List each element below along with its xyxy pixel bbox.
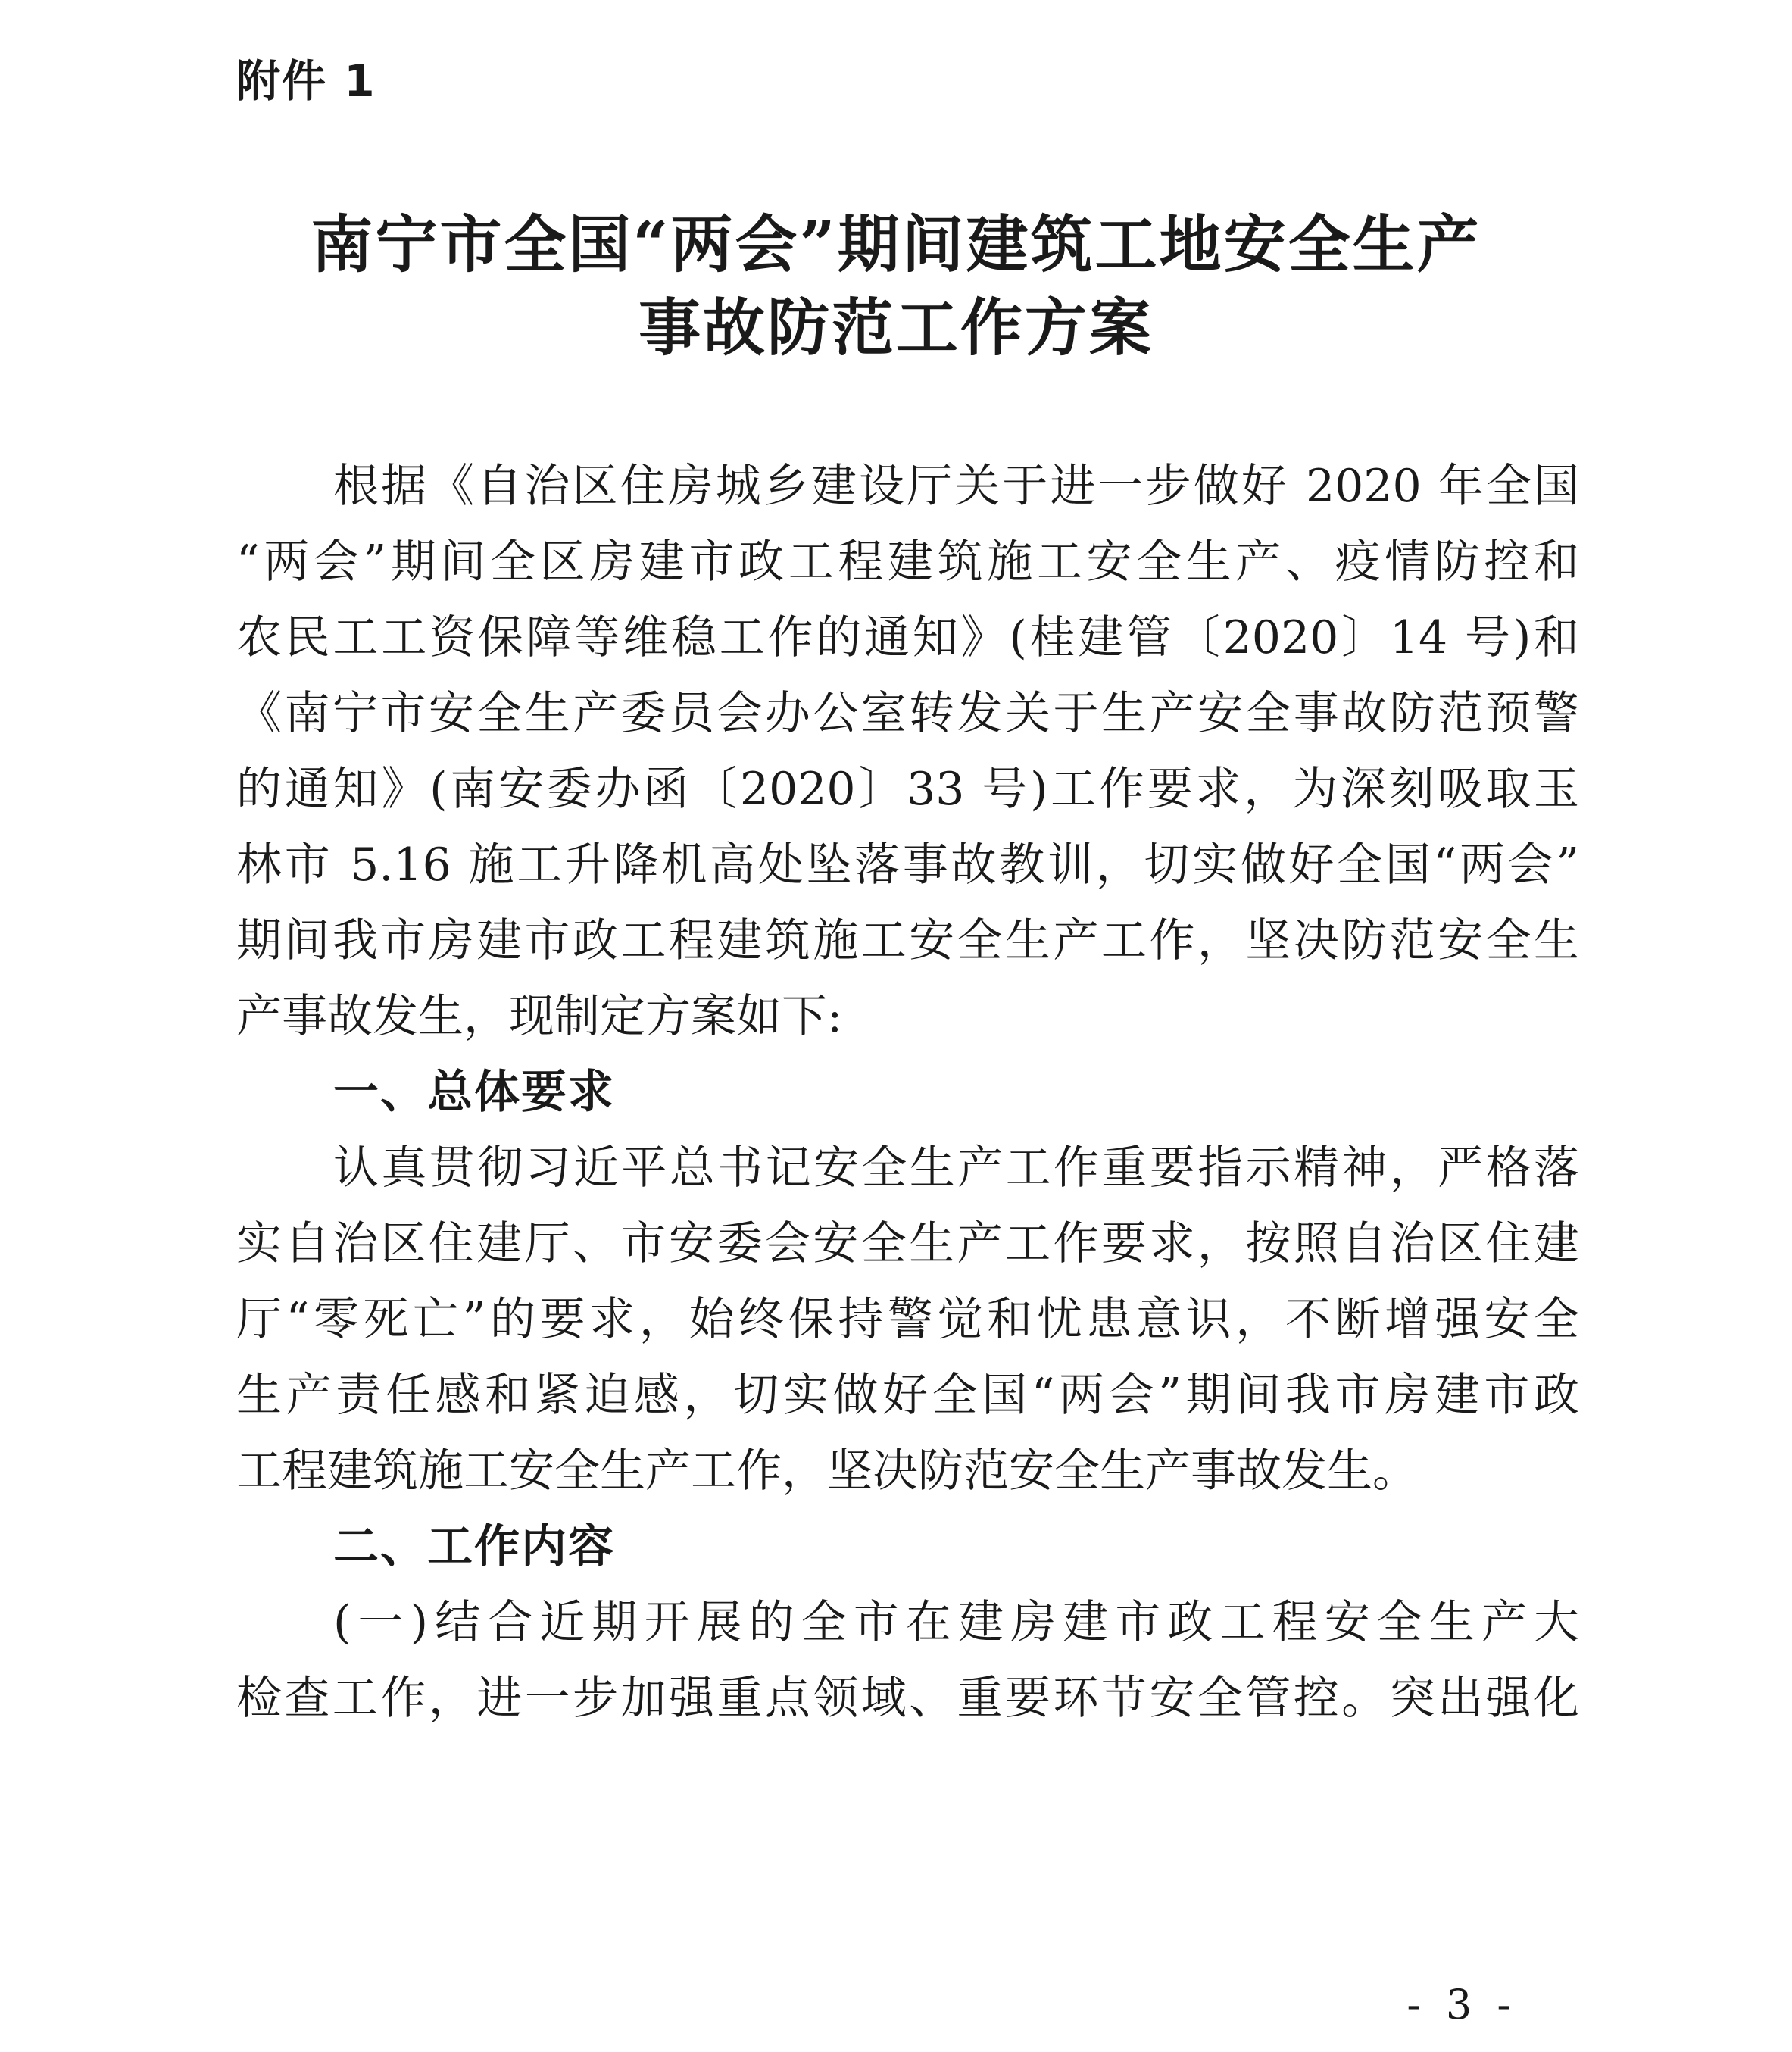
intro-line-5: 的通知》(南安委办函〔2020〕33 号)工作要求，为深刻吸取玉 — [236, 763, 1579, 816]
section-1-heading: 一、总体要求 — [333, 1066, 615, 1119]
section-1-line-1: 认真贯彻习近平总书记安全生产工作重要指示精神，严格落 — [333, 1142, 1579, 1195]
section-2-heading: 二、工作内容 — [333, 1520, 615, 1573]
intro-line-2: “两会”期间全区房建市政工程建筑施工安全生产、疫情防控和 — [236, 536, 1579, 589]
document-title-line-2: 事故防范工作方案 — [638, 292, 1154, 364]
section-2-line-1: (一)结合近期开展的全市在建房建市政工程安全生产大 — [333, 1596, 1579, 1649]
intro-line-1: 根据《自治区住房城乡建设厅关于进一步做好 2020 年全国 — [333, 460, 1579, 513]
section-2-line-2: 检查工作，进一步加强重点领域、重要环节安全管控。突出强化 — [236, 1672, 1579, 1725]
attachment-label: 附件 1 — [236, 55, 376, 107]
intro-line-3: 农民工工资保障等维稳工作的通知》(桂建管〔2020〕14 号)和 — [236, 611, 1579, 664]
intro-line-8: 产事故发生，现制定方案如下: — [236, 990, 843, 1043]
page-number: - 3 - — [1406, 1981, 1517, 2029]
section-1-line-2: 实自治区住建厅、市安委会安全生产工作要求，按照自治区住建 — [236, 1217, 1579, 1270]
intro-line-7: 期间我市房建市政工程建筑施工安全生产工作，坚决防范安全生 — [236, 914, 1579, 967]
section-1-line-5: 工程建筑施工安全生产工作，坚决防范安全生产事故发生。 — [236, 1445, 1418, 1498]
intro-line-6: 林市 5.16 施工升降机高处坠落事故教训，切实做好全国“两会” — [236, 839, 1579, 892]
section-1-line-3: 厅“零死亡”的要求，始终保持警觉和忧患意识，不断增强安全 — [236, 1293, 1579, 1346]
document-title-line-1: 南宁市全国“两会”期间建筑工地安全生产 — [311, 208, 1481, 281]
section-1-line-4: 生产责任感和紧迫感，切实做好全国“两会”期间我市房建市政 — [236, 1369, 1579, 1422]
intro-line-4: 《南宁市安全生产委员会办公室转发关于生产安全事故防范预警 — [236, 687, 1579, 740]
